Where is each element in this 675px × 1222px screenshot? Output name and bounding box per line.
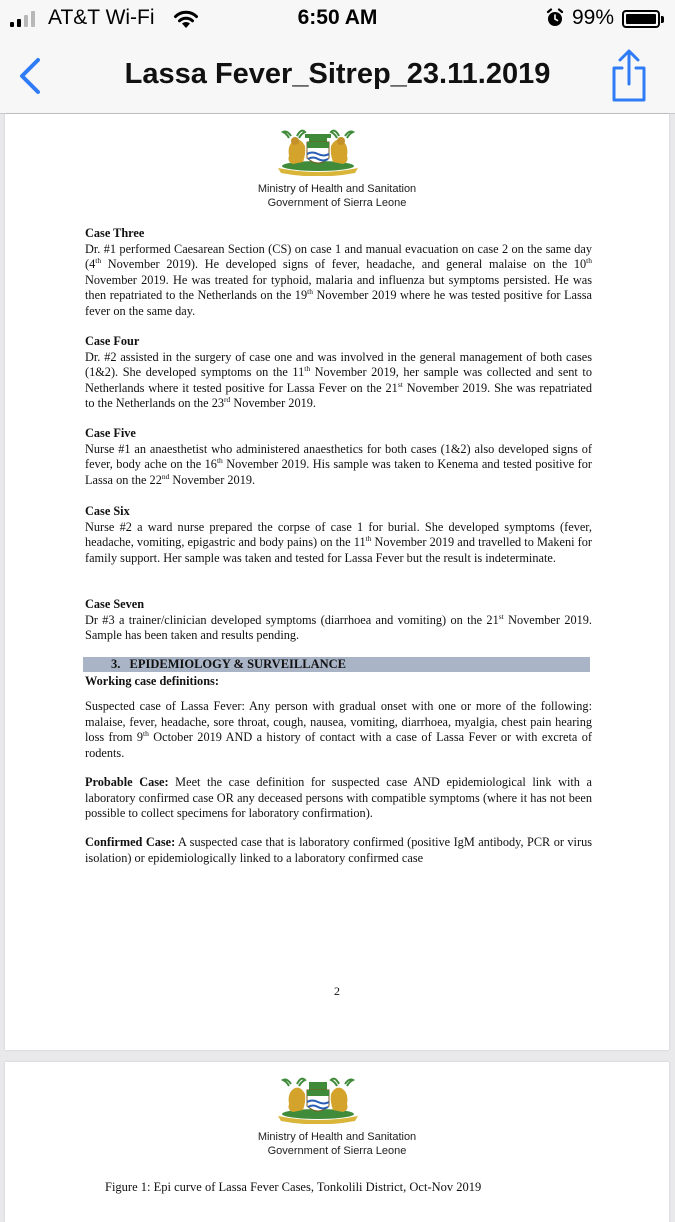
page-number: 2	[334, 984, 340, 998]
case-six-title: Case Six	[85, 504, 130, 518]
section-number: 3.	[111, 657, 121, 671]
section-title: EPIDEMIOLOGY & SURVEILLANCE	[129, 657, 346, 671]
share-icon[interactable]	[607, 48, 651, 104]
working-case-definitions-title: Working case definitions:	[85, 674, 219, 688]
ministry-name: Ministry of Health and Sanitation	[257, 1131, 417, 1143]
case-three-text: Dr. #1 performed Caesarean Section (CS) on case 1 and manual evacuation on case 2 on the same day (4th November 2019). He developed signs of fever, headache, and general malaise on the 10th November 2019. He was treated for typhoid, malaria and influenza but symptoms persisted. He was then repatriated to the Netherlands on the 19th November 2019 where he was tested positive for Lassa fever on the same day.	[85, 241, 592, 318]
sierra-leone-coat-of-arms-icon	[273, 1074, 363, 1124]
working-case-definitions	[85, 674, 592, 690]
suspected-case-definition	[85, 699, 592, 761]
carrier-label: AT&T Wi-Fi	[48, 6, 155, 29]
navigation-bar	[0, 38, 675, 114]
pdf-page-1[interactable]	[5, 114, 669, 1050]
case-seven-title: Case Seven	[85, 597, 145, 611]
figure-caption: Figure 1: Epi curve of Lassa Fever Cases, Tonkolili District, Oct-Nov 2019	[105, 1180, 482, 1194]
alarm-clock-icon	[545, 8, 565, 28]
case-seven-text: Dr #3 a trainer/clinician developed symptoms (diarrhoea and vomiting) on the 21st November 2019. Sample has been taken and results pending.	[85, 611, 592, 643]
case-four-text: Dr. #2 assisted in the surgery of case one and was involved in the general management of both cases (1&2). She developed symptoms on the 11th November 2019, her sample was collected and sent to Netherlands where it tested positive for Lassa Fever on the 21st November 2019. She was repatriated to the Netherlands on the 23rd November 2019.	[85, 349, 593, 411]
ministry-header-page2	[5, 1130, 669, 1158]
pdf-page-2[interactable]	[5, 1062, 669, 1222]
confirmed-case-text: Confirmed Case: A suspected case that is laboratory confirmed (positive IgM antibody, PCR or virus isolation) or epidemiologically linked to a laboratory confirmed case	[85, 835, 592, 865]
case-seven	[85, 597, 592, 644]
case-three-title: Case Three	[85, 226, 145, 240]
case-five-text: Nurse #1 an anaesthetist who administered anaesthetics for both cases (1&2) also developed signs of fever, body ache on the 16th November 2019. His sample was taken to Kenema and tested positive for Lassa on the 22nd November 2019.	[85, 441, 592, 487]
ministry-name: Ministry of Health and Sanitation	[257, 183, 417, 195]
probable-case-definition	[85, 775, 592, 822]
sierra-leone-coat-of-arms-icon	[273, 126, 363, 176]
case-four	[85, 334, 592, 412]
ministry-header	[5, 182, 669, 210]
case-three	[85, 226, 592, 320]
case-five-title: Case Five	[85, 426, 136, 440]
government-name: Government of Sierra Leone	[267, 1145, 407, 1157]
section-3-heading	[83, 657, 590, 672]
battery-icon	[622, 10, 660, 28]
battery-fill	[626, 14, 656, 24]
suspected-case-text: Suspected case of Lassa Fever: Any person with gradual onset with one or more of the following: malaise, fever, headache, sore throat, cough, nausea, vomiting, diarrhoea, myalgia, chest pain hearing loss from 9th October 2019 AND a history of contact with a case of Lassa Fever or with excreta of rodents.	[85, 699, 592, 760]
battery-percent: 99%	[572, 6, 615, 29]
case-four-title: Case Four	[85, 334, 140, 348]
case-five	[85, 426, 592, 488]
case-six	[85, 504, 592, 566]
case-six-text: Nurse #2 a ward nurse prepared the corpse of case 1 for burial. She developed symptoms (fever, headache, vomiting, epigastric and body pains) on the 11th November 2019 and travelled to Makeni for family support. Her sample was taken and tested for Lassa Fever but the result is indeterminate.	[85, 519, 592, 565]
status-bar	[0, 0, 675, 38]
government-name: Government of Sierra Leone	[267, 197, 407, 209]
clock-time: 6:50 AM	[297, 6, 378, 29]
probable-case-text: Probable Case: Meet the case definition for suspected case AND epidemiological link with a laboratory confirmed case OR any deceased persons with compatible symptoms (where it has not been possible to collect specimens for laboratory confirmation).	[85, 775, 592, 821]
document-title: Lassa Fever_Sitrep_23.11.2019	[124, 58, 551, 90]
confirmed-case-definition	[85, 835, 592, 866]
